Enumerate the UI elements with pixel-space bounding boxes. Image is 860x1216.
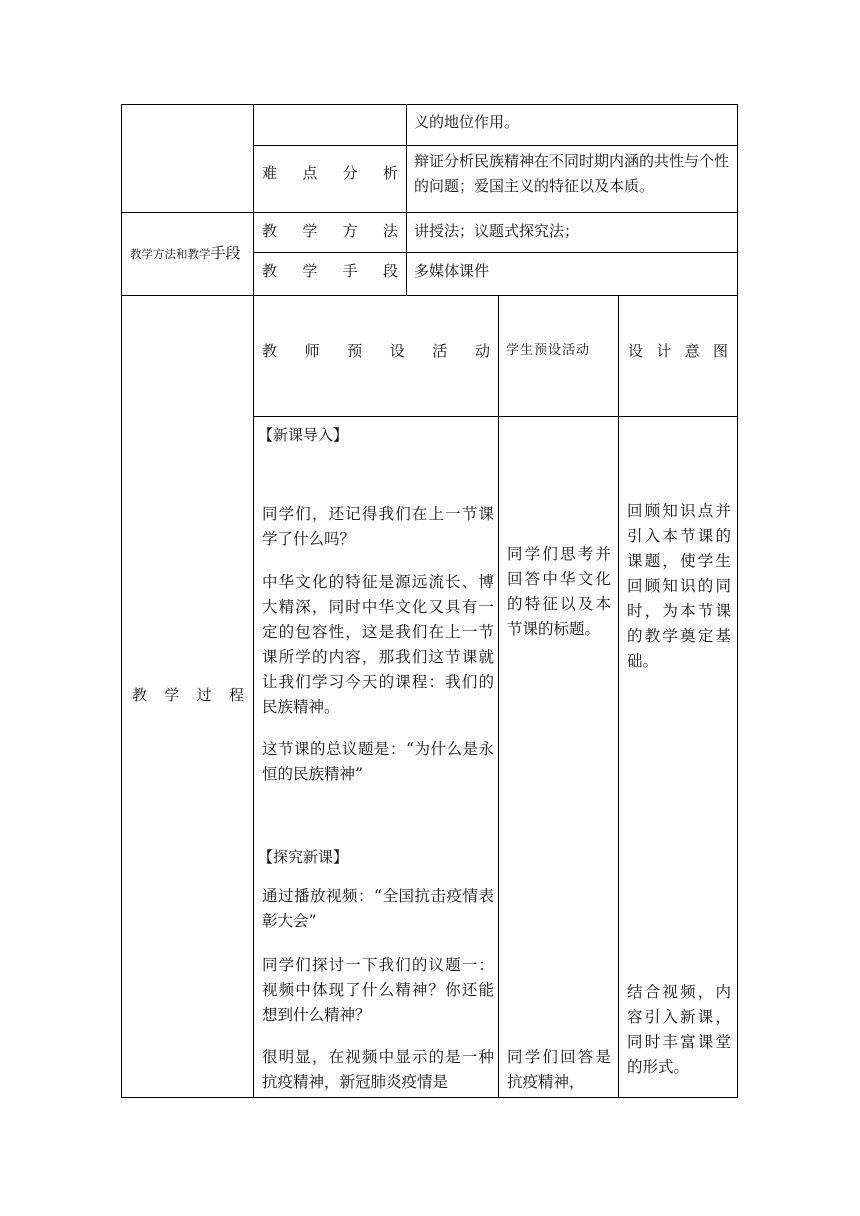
teacher-paragraph: 同学们探讨一下我们的议题一：视频中体现了什么精神？你还能想到什么精神？ <box>262 956 494 1024</box>
teacher-activity-header: 教 师 预 设 活 动 <box>262 342 490 360</box>
teacher-paragraph: 中华文化的特征是源远流长、博大精深，同时中华文化又具有一定的包容性，这是我们在上一节课所学的内容，那我们这节课就让我们学习今天的课程：我们的民族精神。 <box>262 573 494 716</box>
table-line <box>121 212 738 213</box>
student-activity-header: 学生预设活动 <box>506 343 591 358</box>
table-line <box>121 295 738 296</box>
difficulty-label: 难 点 分 析 <box>262 164 398 182</box>
table-border-left <box>121 104 122 1098</box>
table-line <box>406 104 407 295</box>
design-intent-text: 回顾知识点并引入本节课的课题，使学生回顾知识的同时，为本节课的教学奠定基础。 <box>627 502 731 670</box>
table-border-bottom <box>121 1097 738 1098</box>
design-intent-text: 结合视频，内容引入新课，同时丰富课堂的形式。 <box>627 983 731 1076</box>
table-line <box>253 104 254 1098</box>
method-text: 讲授法；议题式探究法； <box>414 222 580 240</box>
teacher-paragraph: 同学们，还记得我们在上一节课学了什么吗？ <box>262 505 494 548</box>
method-label: 教 学 方 法 <box>262 222 398 240</box>
table-border-top <box>121 104 738 105</box>
means-label: 教 学 手 段 <box>262 262 398 280</box>
table-line <box>253 145 738 146</box>
table-line <box>253 252 738 253</box>
difficulty-text: 辩证分析民族精神在不同时期内涵的共性与个性的问题；爱国主义的特征以及本质。 <box>414 152 730 195</box>
table-line <box>253 416 738 417</box>
table-line <box>498 295 499 1098</box>
table-border-right <box>737 104 738 1098</box>
explore-heading: 【探究新课】 <box>258 848 349 866</box>
process-section-label: 教 学 过 程 <box>132 686 244 704</box>
student-activity-text: 同学们回答是抗疫精神， <box>507 1048 611 1091</box>
means-text: 多媒体课件 <box>414 262 490 280</box>
teacher-paragraph: 这节课的总议题是：“为什么是永恒的民族精神” <box>262 740 494 783</box>
methods-section-label: 教学方法和教学手段 <box>130 244 241 262</box>
design-intent-header: 设 计 意 图 <box>628 342 728 360</box>
student-activity-text: 同学们思考并回答中华文化的特征以及本节课的标题。 <box>507 545 611 638</box>
table-line <box>618 295 619 1098</box>
teacher-paragraph: 通过播放视频：“全国抗击疫情表彰大会” <box>262 887 494 930</box>
teacher-paragraph: 很明显，在视频中显示的是一种抗疫精神，新冠肺炎疫情是 <box>262 1048 494 1091</box>
intro-heading: 【新课导入】 <box>258 426 349 444</box>
cell-text: 义的地位作用。 <box>414 113 520 131</box>
